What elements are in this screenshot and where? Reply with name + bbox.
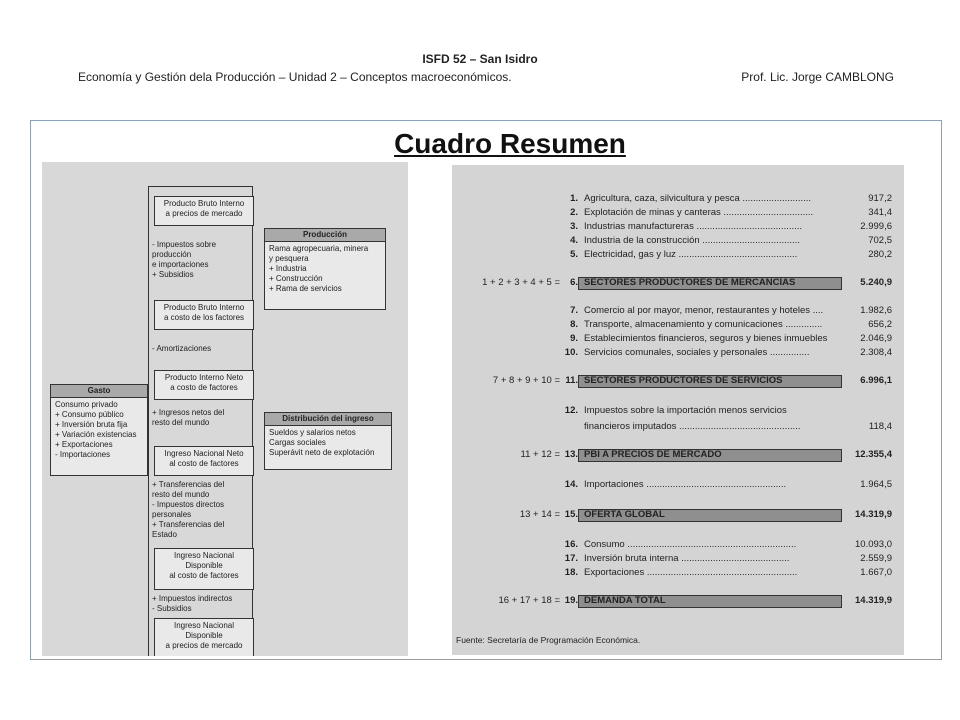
row-value: 341,4 [868,207,892,218]
row-label: Explotación de minas y canteras .................................. [584,207,814,218]
row-number: 17. [564,553,578,564]
row-number: 8. [570,319,578,330]
row-number: 15. [564,509,578,520]
oferta-demanda-table-scan [452,165,904,655]
row-value: 1.982,6 [860,305,892,316]
row-label: Electricidad, gas y luz ............................................. [584,249,798,260]
row-label: Impuestos sobre la importación menos servicios [584,405,787,416]
row-value: 5.240,9 [860,277,892,288]
row-formula: 11 + 12 = [520,449,560,460]
ind-mercado-text: Ingreso Nacional Disponible a precios de mercado [165,621,243,650]
row-value: 917,2 [868,193,892,204]
produccion-title: Producción [265,229,385,242]
row-value: 656,2 [868,319,892,330]
row-value: 10.093,0 [855,539,892,550]
row-value: 6.996,1 [860,375,892,386]
row-number: 10. [564,347,578,358]
table-total-row [452,375,904,389]
row-value: 1.667,0 [860,567,892,578]
row-label: SECTORES PRODUCTORES DE MERCANCÍAS [584,277,796,288]
row-number: 6. [570,277,578,288]
row-label: SECTORES PRODUCTORES DE SERVICIOS [584,375,783,386]
pbi-factores-text: Producto Bruto Interno a costo de los factores [163,303,245,322]
note-transferencias: + Transferencias del resto del mundo - Impuestos directos personales + Transferencias del Estado [152,480,225,539]
row-number: 18. [564,567,578,578]
row-label: Exportaciones ......................................................... [584,567,798,578]
table-total-row [452,277,904,291]
row-label: OFERTA GLOBAL [584,509,665,520]
pbi-mercado-box [154,196,254,226]
table-source: Fuente: Secretaría de Programación Económica. [456,635,641,645]
produccion-body: Rama agropecuaria, minera y pesquera + Industria + Construcción + Rama de servicios [269,244,369,293]
row-number: 1. [570,193,578,204]
row-value: 1.964,5 [860,479,892,490]
row-number: 13. [564,449,578,460]
row-value: 12.355,4 [855,449,892,460]
table-row [452,305,904,319]
pin-box [154,370,254,400]
note-ingresos-netos: + Ingresos netos del resto del mundo [152,408,225,427]
row-value: 14.319,9 [855,509,892,520]
table-total-row [452,449,904,463]
row-formula: 7 + 8 + 9 + 10 = [492,375,560,386]
row-label: PBI A PRECIOS DE MERCADO [584,449,722,460]
table-row [452,193,904,207]
row-label: Establecimientos financieros, seguros y bienes inmuebles [584,333,828,344]
header-professor: Prof. Lic. Jorge CAMBLONG [741,70,894,84]
row-value: 702,5 [868,235,892,246]
table-row [452,539,904,553]
ind-factores-box [154,548,254,590]
distribucion-box [264,412,392,470]
table-row [452,421,904,435]
row-label: Servicios comunales, sociales y personales ............... [584,347,810,358]
table-total-row [452,595,904,609]
produccion-box [264,228,386,310]
pin-text: Producto Interno Neto a costo de factores [164,373,244,392]
row-value: 118,4 [868,421,892,432]
table-row [452,553,904,567]
table-row [452,207,904,221]
table-row [452,347,904,361]
ingreso-nacional-text: Ingreso Nacional Neto al costo de factores [164,449,244,468]
table-row [452,249,904,263]
row-label: Transporte, almacenamiento y comunicaciones .............. [584,319,823,330]
row-value: 14.319,9 [855,595,892,606]
table-row [452,235,904,249]
pbi-factores-box [154,300,254,330]
gasto-box [50,384,148,476]
row-formula: 1 + 2 + 3 + 4 + 5 = [482,277,560,288]
pbi-mercado-text: Producto Bruto Interno a precios de mercado [163,199,245,218]
row-value: 2.999,6 [860,221,892,232]
row-label: Industrias manufactureras ........................................ [584,221,803,232]
row-value: 280,2 [868,249,892,260]
row-number: 19. [564,595,578,606]
table-row [452,221,904,235]
row-number: 5. [570,249,578,260]
note-impuestos: - Impuestos sobre producción e importaciones + Subsidios [152,240,217,279]
row-label: Importaciones ..................................................... [584,479,787,490]
row-value: 2.559,9 [860,553,892,564]
ingreso-nacional-box [154,446,254,476]
note-impuestos-indirectos: + Impuestos indirectos - Subsidios [152,594,233,613]
ind-mercado-box [154,618,254,656]
note-amortizaciones: - Amortizaciones [152,344,212,353]
row-label: Industria de la construcción ..................................... [584,235,800,246]
flow-diagram-scan [42,162,408,656]
row-formula: 16 + 17 + 18 = [498,595,560,606]
row-value: 2.046,9 [860,333,892,344]
row-label: DEMANDA TOTAL [584,595,666,606]
row-number: 7. [570,305,578,316]
gasto-body: Consumo privado + Consumo público + Inversión bruta fija + Variación existencias + Exportaciones - Importaciones [55,400,137,459]
ind-factores-text: Ingreso Nacional Disponible al costo de factores [169,551,239,580]
row-label: Consumo ................................................................ [584,539,797,550]
row-number: 9. [570,333,578,344]
row-number: 14. [564,479,578,490]
row-label: Agricultura, caza, silvicultura y pesca .......................... [584,193,812,204]
row-number: 2. [570,207,578,218]
row-formula: 13 + 14 = [519,509,560,520]
table-row [452,567,904,581]
row-number: 4. [570,235,578,246]
table-row [452,319,904,333]
table-total-row [452,509,904,523]
table-row [452,333,904,347]
row-number: 11. [565,375,578,386]
row-number: 12. [564,405,578,416]
row-value: 2.308,4 [860,347,892,358]
slide-title: Cuadro Resumen [394,128,626,159]
row-number: 3. [570,221,578,232]
row-label: Comercio al por mayor, menor, restaurantes y hoteles .... [584,305,824,316]
row-label: financieros imputados .............................................. [584,421,801,432]
table-row [452,479,904,493]
row-label: Inversión bruta interna ......................................... [584,553,790,564]
header-institution: ISFD 52 – San Isidro [422,52,538,66]
header-course: Economía y Gestión dela Producción – Unidad 2 – Conceptos macroeconómicos. [78,70,512,84]
table-row [452,405,904,419]
distribucion-body: Sueldos y salarios netos Cargas sociales Superávit neto de explotación [269,428,375,457]
distribucion-title: Distribución del ingreso [265,413,391,426]
gasto-title: Gasto [51,385,147,398]
row-number: 16. [564,539,578,550]
